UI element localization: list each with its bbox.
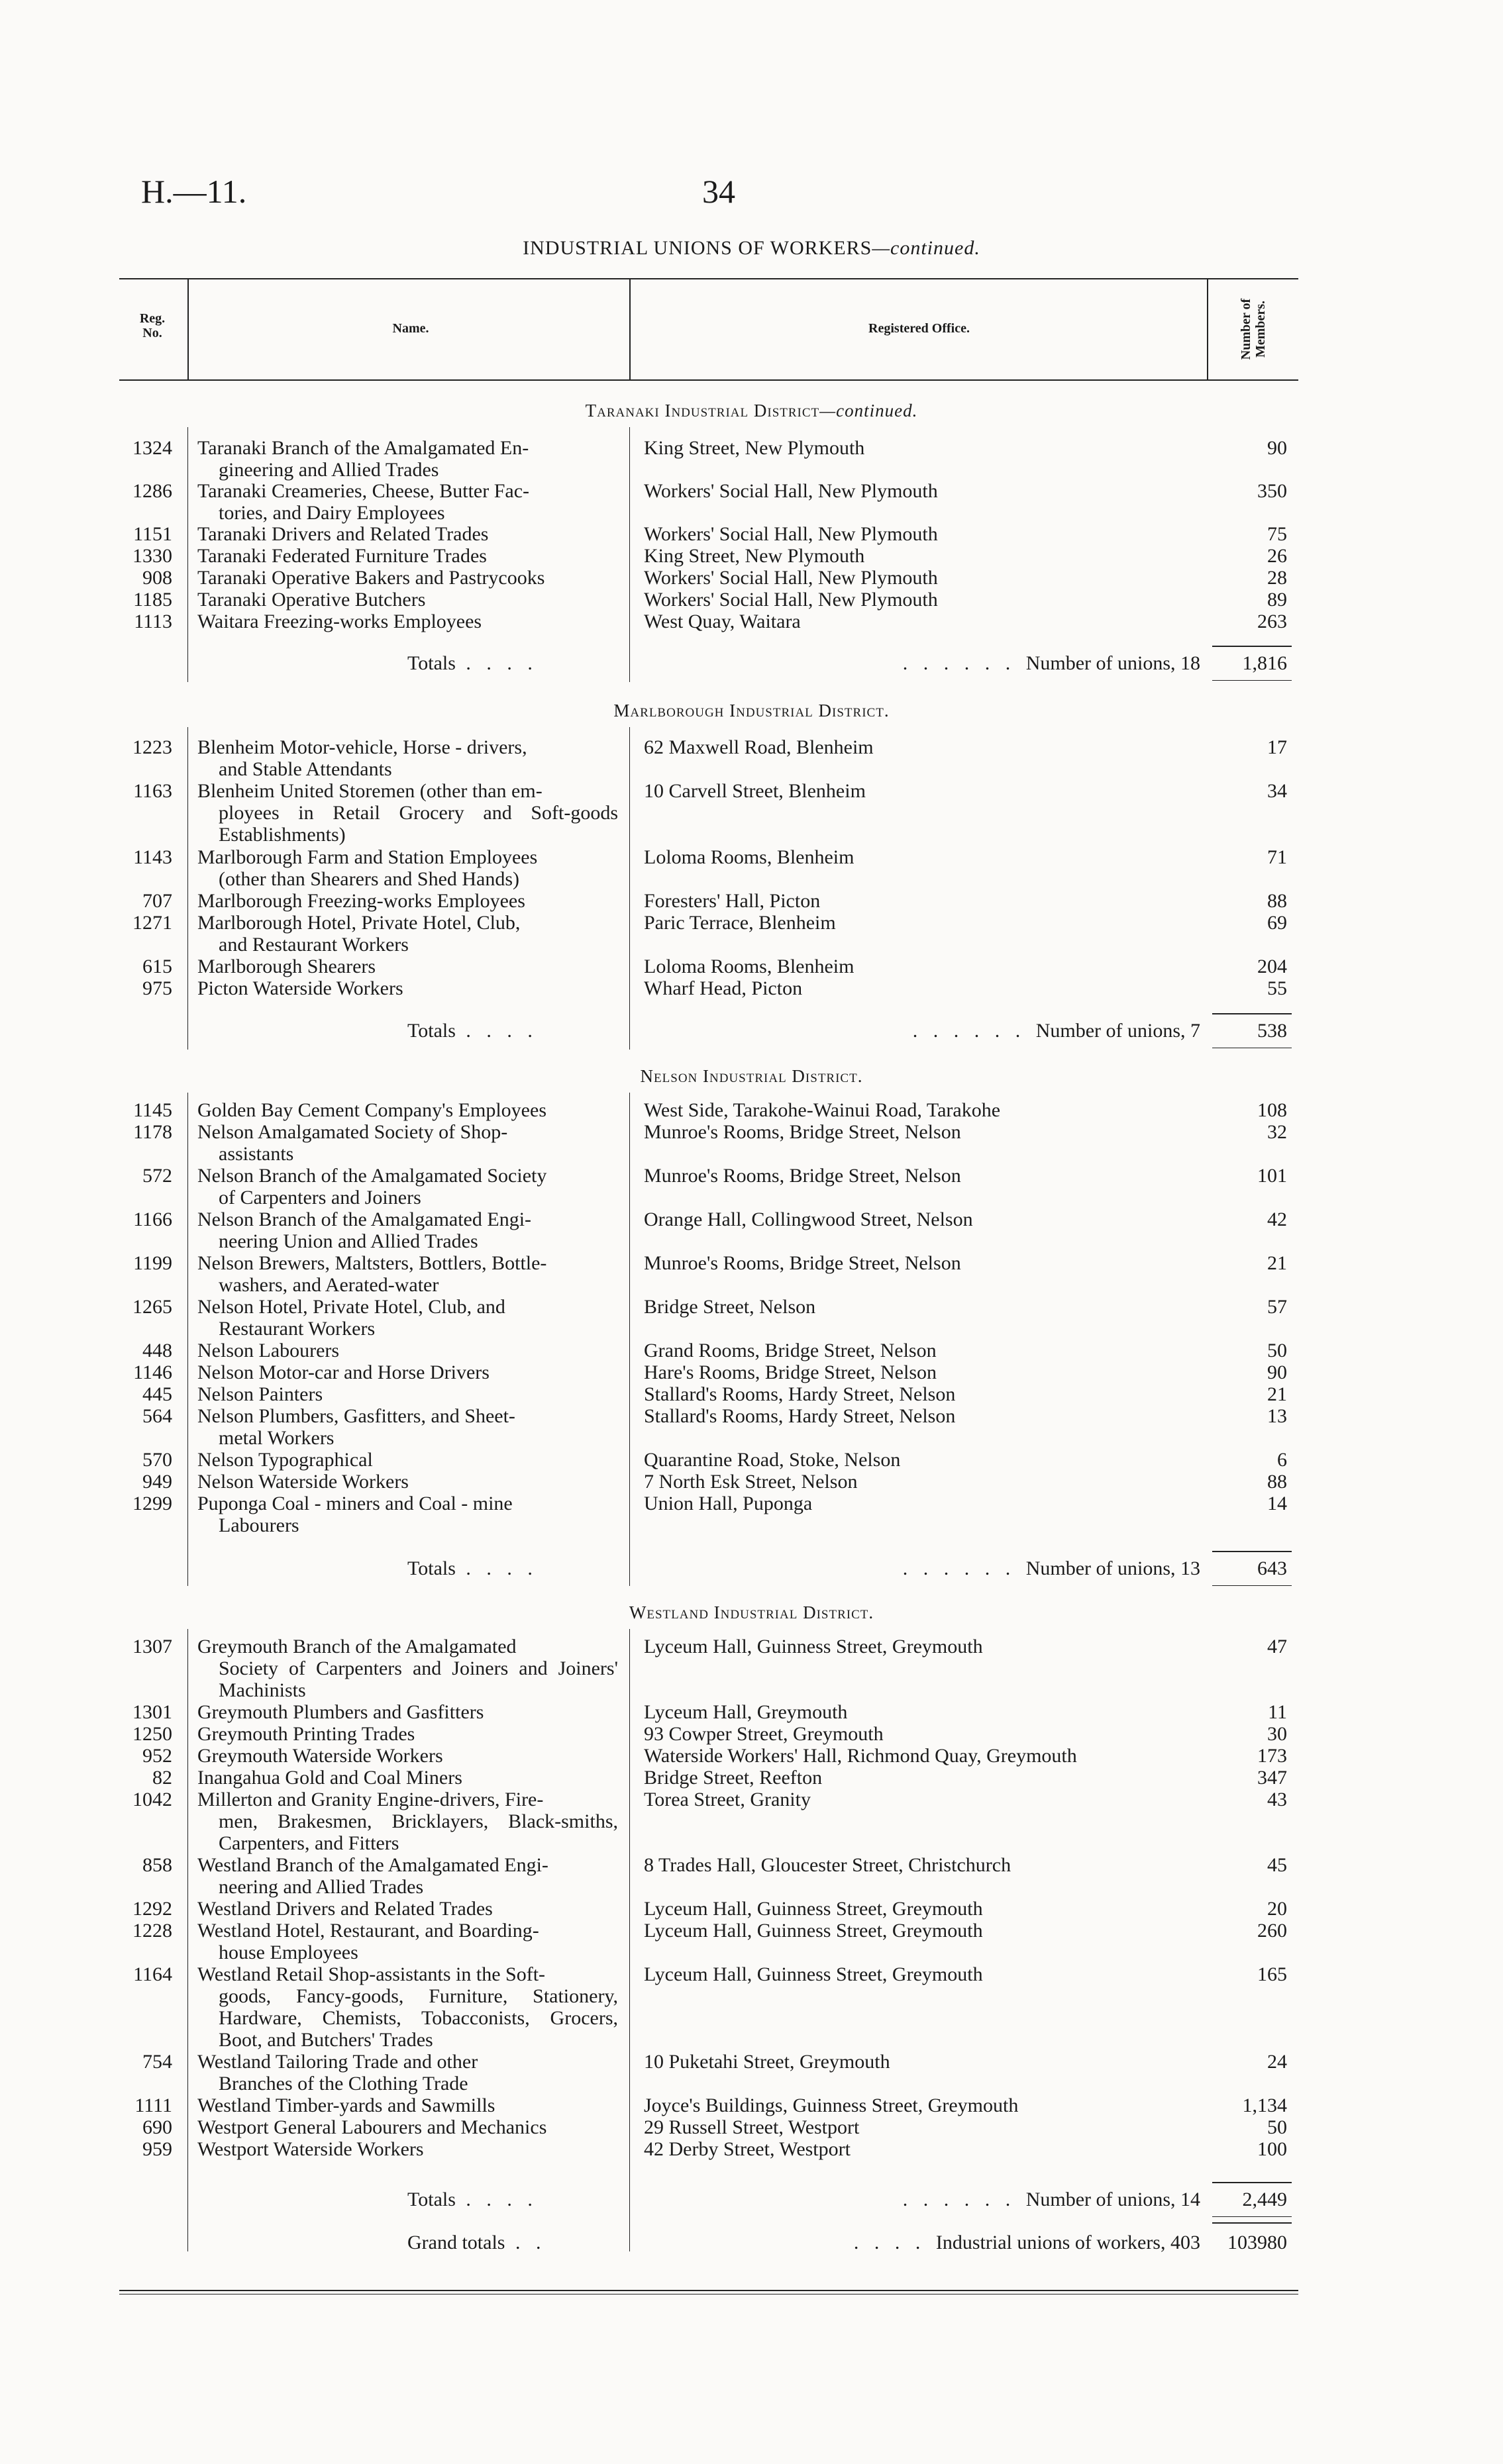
union-name: [197, 1121, 618, 1165]
union-name-continuation: neering and Allied Trades: [219, 1876, 424, 1898]
registered-office: West Quay, Waitara: [644, 611, 801, 632]
totals-members: 643: [1257, 1557, 1287, 1579]
union-name-line: Marlborough Farm and Station Employees: [197, 846, 538, 868]
union-name: [197, 1252, 618, 1296]
reg-number: 1185: [133, 589, 172, 611]
union-name-line: Nelson Painters: [197, 1383, 323, 1405]
member-count: 101: [1257, 1165, 1287, 1187]
member-count: 1,134: [1242, 2094, 1287, 2116]
union-name: [197, 545, 618, 567]
member-count: 55: [1267, 977, 1287, 999]
union-name-line: Waitara Freezing-works Employees: [197, 611, 482, 632]
union-name: [197, 2051, 618, 2094]
union-name: [197, 2116, 618, 2138]
grand-totals-unions: . . . . Industrial unions of workers, 403: [853, 2232, 1200, 2253]
reg-number: 1151: [133, 523, 172, 545]
registered-office: 10 Puketahi Street, Greymouth: [644, 2051, 890, 2073]
union-name-line: Marlborough Freezing-works Employees: [197, 890, 525, 912]
member-count: 71: [1267, 846, 1287, 868]
registered-office: Workers' Social Hall, New Plymouth: [644, 567, 938, 589]
totals-label-text: Totals: [407, 1557, 456, 1579]
member-count: 13: [1267, 1405, 1287, 1427]
union-name-line: Nelson Brewers, Maltsters, Bottlers, Bottle-: [197, 1252, 547, 1274]
section-title-text: Taranaki Industrial District: [585, 401, 820, 420]
section-title: [0, 1066, 1503, 1087]
reg-number: 908: [142, 567, 172, 589]
union-name-line: Westport Waterside Workers: [197, 2138, 424, 2160]
union-name-line: Marlborough Hotel, Private Hotel, Club,: [197, 912, 521, 934]
section-title: [0, 1602, 1503, 1623]
registered-office: Workers' Social Hall, New Plymouth: [644, 523, 938, 545]
reg-number: 949: [142, 1471, 172, 1493]
union-name-continuation: ployees in Retail Grocery and Soft-goods Establishments): [219, 802, 618, 846]
union-name-line: Nelson Branch of the Amalgamated Society: [197, 1165, 547, 1187]
registered-office: 29 Russell Street, Westport: [644, 2116, 860, 2138]
reg-number: 1271: [132, 912, 172, 934]
registered-office: Bridge Street, Reefton: [644, 1767, 823, 1789]
section-bottom-rule: [1212, 2216, 1292, 2217]
union-name: [197, 611, 618, 632]
union-name-line: Millerton and Granity Engine-drivers, Fire-: [197, 1789, 544, 1810]
page-title-suffix: —continued.: [872, 237, 980, 259]
union-name-continuation: Branches of the Clothing Trade: [219, 2073, 468, 2094]
reg-number: 445: [142, 1383, 172, 1405]
union-name: [197, 2094, 618, 2116]
grand-totals-rule-top: [1212, 2222, 1292, 2224]
registered-office: Stallard's Rooms, Hardy Street, Nelson: [644, 1383, 956, 1405]
member-count: 57: [1267, 1296, 1287, 1318]
registered-office: Wharf Head, Picton: [644, 977, 803, 999]
union-name-continuation: Society of Carpenters and Joiners and Joiners' Machinists: [219, 1657, 618, 1701]
registered-office: Munroe's Rooms, Bridge Street, Nelson: [644, 1252, 961, 1274]
member-count: 11: [1268, 1701, 1287, 1723]
totals-label: Totals . . . .: [407, 1020, 538, 1042]
reg-number: 1111: [134, 2094, 172, 2116]
reg-number: 1178: [133, 1121, 172, 1143]
reg-number: 1223: [132, 736, 172, 758]
section-title: [0, 401, 1503, 421]
reg-number: 1324: [132, 437, 172, 459]
totals-rule: [1212, 1551, 1292, 1552]
union-name: [197, 1208, 618, 1252]
union-name-continuation: gineering and Allied Trades: [219, 459, 439, 481]
reg-number: 707: [142, 890, 172, 912]
union-name: [197, 912, 618, 956]
union-name: [197, 567, 618, 589]
totals-members: 538: [1257, 1020, 1287, 1042]
member-count: 24: [1267, 2051, 1287, 2073]
registered-office: Joyce's Buildings, Guinness Street, Greymouth: [644, 2094, 1019, 2116]
totals-label-text: Totals: [407, 2189, 456, 2210]
union-name-line: Nelson Branch of the Amalgamated Engi-: [197, 1208, 532, 1230]
union-name-line: Taranaki Creameries, Cheese, Butter Fac-: [197, 480, 530, 502]
reg-number: 1330: [132, 545, 172, 567]
grand-totals-label-text: Grand totals: [407, 2232, 505, 2253]
union-name: [197, 1723, 618, 1745]
section-bottom-rule: [1212, 680, 1292, 681]
registered-office: Loloma Rooms, Blenheim: [644, 956, 855, 977]
col-header-reg-line1: Reg.: [139, 311, 166, 326]
registered-office: King Street, New Plymouth: [644, 545, 865, 567]
section-title-text: Marlborough Industrial District.: [613, 701, 890, 720]
union-name-line: Blenheim Motor-vehicle, Horse - drivers,: [197, 736, 527, 758]
section-col-rule: [629, 1093, 630, 1586]
section-title: [0, 701, 1503, 721]
union-name-line: Nelson Labourers: [197, 1340, 340, 1361]
reg-number: 82: [152, 1767, 172, 1789]
reg-number: 1250: [132, 1723, 172, 1745]
union-name-line: Nelson Waterside Workers: [197, 1471, 409, 1493]
union-name-line: Westland Hotel, Restaurant, and Boarding-: [197, 1920, 539, 1942]
col-rule-2: [629, 278, 631, 381]
totals-label-text: Totals: [407, 1020, 456, 1042]
registered-office: Paric Terrace, Blenheim: [644, 912, 836, 934]
header-top-rule: [119, 278, 1298, 279]
union-name: [197, 1789, 618, 1854]
member-count: 165: [1257, 1963, 1287, 1985]
union-name: [197, 1493, 618, 1536]
member-count: 32: [1267, 1121, 1287, 1143]
reg-number: 959: [142, 2138, 172, 2160]
union-name-continuation: metal Workers: [219, 1427, 335, 1449]
union-name: [197, 1340, 618, 1361]
member-count: 260: [1257, 1920, 1287, 1942]
union-name-continuation: house Employees: [219, 1942, 358, 1963]
totals-members: 1,816: [1242, 652, 1287, 674]
reg-number: 754: [142, 2051, 172, 2073]
grand-totals-unions-text: Industrial unions of workers, 403: [935, 2232, 1200, 2253]
union-name: [197, 1898, 618, 1920]
member-count: 21: [1267, 1252, 1287, 1274]
registered-office: Munroe's Rooms, Bridge Street, Nelson: [644, 1165, 961, 1187]
col-rule-1: [187, 278, 189, 381]
reg-number: 858: [142, 1854, 172, 1876]
union-name-line: Taranaki Drivers and Related Trades: [197, 523, 489, 545]
registered-office: 93 Cowper Street, Greymouth: [644, 1723, 884, 1745]
section-col-rule: [629, 427, 630, 682]
reg-number: 1286: [132, 480, 172, 502]
registered-office: 8 Trades Hall, Gloucester Street, Christchurch: [644, 1854, 1011, 1876]
registered-office: Lyceum Hall, Greymouth: [644, 1701, 848, 1723]
col-header-members-line1: Number of: [1239, 298, 1253, 360]
totals-unions-text: Number of unions, 14: [1025, 2189, 1200, 2210]
page-title: [0, 237, 1503, 260]
union-name: [197, 437, 618, 481]
union-name-line: Greymouth Plumbers and Gasfitters: [197, 1701, 484, 1723]
reg-number: 1301: [132, 1701, 172, 1723]
union-name-line: Marlborough Shearers: [197, 956, 376, 977]
member-count: 89: [1267, 589, 1287, 611]
reg-number: 1163: [133, 780, 172, 802]
totals-label: Totals . . . .: [407, 2189, 538, 2210]
union-name-line: Picton Waterside Workers: [197, 977, 403, 999]
registered-office: King Street, New Plymouth: [644, 437, 865, 459]
member-count: 347: [1257, 1767, 1287, 1789]
reg-number: 1265: [132, 1296, 172, 1318]
reg-number: 570: [142, 1449, 172, 1471]
reg-number: 1228: [132, 1920, 172, 1942]
union-name-continuation: and Restaurant Workers: [219, 934, 409, 956]
union-name: [197, 846, 618, 890]
member-count: 20: [1267, 1898, 1287, 1920]
union-name: [197, 1296, 618, 1340]
union-name-continuation: goods, Fancy-goods, Furniture, Stationery, Hardware, Chemists, Tobacconists, Grocers, Boot, and Butchers' Trades: [219, 1985, 618, 2051]
member-count: 88: [1267, 1471, 1287, 1493]
reg-number: 564: [142, 1405, 172, 1427]
member-count: 21: [1267, 1383, 1287, 1405]
union-name: [197, 589, 618, 611]
union-name-continuation: men, Brakesmen, Bricklayers, Black-smiths, Carpenters, and Fitters: [219, 1810, 618, 1854]
union-name: [197, 1449, 618, 1471]
member-count: 69: [1267, 912, 1287, 934]
registered-office: Munroe's Rooms, Bridge Street, Nelson: [644, 1121, 961, 1143]
union-name: [197, 977, 618, 999]
section-bottom-rule: [1212, 1585, 1292, 1586]
member-count: 6: [1277, 1449, 1287, 1471]
union-name-line: Greymouth Printing Trades: [197, 1723, 415, 1745]
col-header-name: Name.: [392, 321, 429, 336]
union-name-line: Westport General Labourers and Mechanics: [197, 2116, 547, 2138]
union-name-continuation: Labourers: [219, 1514, 299, 1536]
totals-label: Totals . . . .: [407, 1557, 538, 1579]
union-name: [197, 1471, 618, 1493]
member-count: 90: [1267, 1361, 1287, 1383]
section-col-rule: [187, 727, 188, 1050]
union-name: [197, 1767, 618, 1789]
registered-office: Lyceum Hall, Guinness Street, Greymouth: [644, 1920, 983, 1942]
member-count: 42: [1267, 1208, 1287, 1230]
union-name-line: Taranaki Federated Furniture Trades: [197, 545, 487, 567]
union-name-line: Golden Bay Cement Company's Employees: [197, 1099, 546, 1121]
reg-number: 572: [142, 1165, 172, 1187]
section-col-rule: [187, 427, 188, 682]
member-count: 50: [1267, 2116, 1287, 2138]
union-name-line: Nelson Hotel, Private Hotel, Club, and: [197, 1296, 505, 1318]
union-name-line: Nelson Typographical: [197, 1449, 373, 1471]
reg-number: 952: [142, 1745, 172, 1767]
registered-office: Lyceum Hall, Guinness Street, Greymouth: [644, 1898, 983, 1920]
union-name-line: Nelson Motor-car and Horse Drivers: [197, 1361, 490, 1383]
member-count: 45: [1267, 1854, 1287, 1876]
totals-label-text: Totals: [407, 652, 456, 674]
union-name-line: Nelson Amalgamated Society of Shop-: [197, 1121, 508, 1143]
union-name: [197, 2138, 618, 2160]
union-name: [197, 736, 618, 780]
registered-office: Lyceum Hall, Guinness Street, Greymouth: [644, 1636, 983, 1657]
union-name-line: Blenheim United Storemen (other than em-: [197, 780, 543, 802]
reg-number: 1042: [132, 1789, 172, 1810]
member-count: 14: [1267, 1493, 1287, 1514]
union-name: [197, 1099, 618, 1121]
member-count: 28: [1267, 567, 1287, 589]
totals-rule: [1212, 2182, 1292, 2183]
union-name: [197, 1165, 618, 1208]
member-count: 34: [1267, 780, 1287, 802]
union-name: [197, 1701, 618, 1723]
registered-office: Lyceum Hall, Guinness Street, Greymouth: [644, 1963, 983, 1985]
reg-number: 1199: [133, 1252, 172, 1274]
union-name-continuation: assistants: [219, 1143, 294, 1165]
union-name-line: Puponga Coal - miners and Coal - mine: [197, 1493, 513, 1514]
member-count: 75: [1267, 523, 1287, 545]
registered-office: Union Hall, Puponga: [644, 1493, 813, 1514]
section-col-rule: [629, 727, 630, 1050]
member-count: 17: [1267, 736, 1287, 758]
union-name: [197, 890, 618, 912]
registered-office: 10 Carvell Street, Blenheim: [644, 780, 866, 802]
reg-number: 1143: [133, 846, 172, 868]
totals-rule: [1212, 646, 1292, 647]
union-name-continuation: neering Union and Allied Trades: [219, 1230, 478, 1252]
member-count: 350: [1257, 480, 1287, 502]
union-name-line: Westland Retail Shop-assistants in the Soft-: [197, 1963, 546, 1985]
union-name-line: Taranaki Operative Bakers and Pastrycooks: [197, 567, 545, 589]
registered-office: Hare's Rooms, Bridge Street, Nelson: [644, 1361, 937, 1383]
totals-label: Totals . . . .: [407, 652, 538, 674]
registered-office: 7 North Esk Street, Nelson: [644, 1471, 858, 1493]
header-bottom-rule: [119, 379, 1298, 381]
member-count: 30: [1267, 1723, 1287, 1745]
registered-office: West Side, Tarakohe-Wainui Road, Tarakohe: [644, 1099, 1001, 1121]
union-name: [197, 1636, 618, 1701]
registered-office: 42 Derby Street, Westport: [644, 2138, 851, 2160]
union-name-continuation: of Carpenters and Joiners: [219, 1187, 421, 1208]
member-count: 173: [1257, 1745, 1287, 1767]
totals-unions: . . . . . . Number of unions, 7: [912, 1020, 1200, 1042]
union-name: [197, 1854, 618, 1898]
member-count: 90: [1267, 437, 1287, 459]
page-number: 34: [702, 173, 735, 210]
totals-unions-text: Number of unions, 18: [1025, 652, 1200, 674]
reg-number: 1292: [132, 1898, 172, 1920]
section-col-rule: [187, 1629, 188, 2251]
section-col-rule: [187, 1093, 188, 1586]
union-name-continuation: and Stable Attendants: [219, 758, 392, 780]
grand-totals-members: 103980: [1227, 2232, 1287, 2253]
registered-office: Stallard's Rooms, Hardy Street, Nelson: [644, 1405, 956, 1427]
totals-unions: . . . . . . Number of unions, 13: [902, 1557, 1200, 1579]
section-title-suffix: —continued.: [819, 401, 918, 420]
union-name: [197, 480, 618, 524]
union-name: [197, 523, 618, 545]
reg-number: 448: [142, 1340, 172, 1361]
union-name-line: Inangahua Gold and Coal Miners: [197, 1767, 462, 1789]
totals-unions-text: Number of unions, 13: [1025, 1557, 1200, 1579]
union-name-line: Taranaki Operative Butchers: [197, 589, 426, 611]
union-name: [197, 956, 618, 977]
totals-rule: [1212, 1013, 1292, 1014]
totals-unions: . . . . . . Number of unions, 14: [902, 2189, 1200, 2210]
grand-totals-label: Grand totals . .: [407, 2232, 546, 2253]
union-name: [197, 1920, 618, 1963]
totals-unions-text: Number of unions, 7: [1035, 1020, 1200, 1042]
member-count: 204: [1257, 956, 1287, 977]
union-name-line: Greymouth Waterside Workers: [197, 1745, 443, 1767]
union-name-continuation: (other than Shearers and Shed Hands): [219, 868, 520, 890]
union-name-continuation: tories, and Dairy Employees: [219, 502, 445, 524]
reg-number: 1299: [132, 1493, 172, 1514]
member-count: 263: [1257, 611, 1287, 632]
reg-number: 1113: [134, 611, 172, 632]
col-header-office: Registered Office.: [868, 321, 970, 336]
reg-number: 1146: [133, 1361, 172, 1383]
member-count: 88: [1267, 890, 1287, 912]
registered-office: 62 Maxwell Road, Blenheim: [644, 736, 874, 758]
reg-number: 1145: [133, 1099, 172, 1121]
registered-office: Waterside Workers' Hall, Richmond Quay, Greymouth: [644, 1745, 1077, 1767]
member-count: 100: [1257, 2138, 1287, 2160]
union-name: [197, 1361, 618, 1383]
totals-members: 2,449: [1242, 2189, 1287, 2210]
grand-totals-rule-bottom: [119, 2290, 1298, 2291]
union-name: [197, 1745, 618, 1767]
col-header-reg: [126, 311, 179, 340]
reg-number: 1164: [133, 1963, 172, 1985]
union-name: [197, 1963, 618, 2051]
registered-office: Workers' Social Hall, New Plymouth: [644, 589, 938, 611]
section-title-text: Westland Industrial District.: [629, 1602, 874, 1622]
reg-number: 1307: [132, 1636, 172, 1657]
union-name: [197, 1383, 618, 1405]
member-count: 50: [1267, 1340, 1287, 1361]
union-name-line: Westland Drivers and Related Trades: [197, 1898, 493, 1920]
registered-office: Loloma Rooms, Blenheim: [644, 846, 855, 868]
union-name: [197, 780, 618, 846]
registered-office: Quarantine Road, Stoke, Nelson: [644, 1449, 901, 1471]
reg-number: 690: [142, 2116, 172, 2138]
union-name-line: Greymouth Branch of the Amalgamated: [197, 1636, 517, 1657]
union-name-line: Taranaki Branch of the Amalgamated En-: [197, 437, 529, 459]
reg-number: 615: [142, 956, 172, 977]
registered-office: Torea Street, Granity: [644, 1789, 811, 1810]
member-count: 26: [1267, 545, 1287, 567]
member-count: 47: [1267, 1636, 1287, 1657]
reg-number: 1166: [133, 1208, 172, 1230]
reg-number: 975: [142, 977, 172, 999]
registered-office: Grand Rooms, Bridge Street, Nelson: [644, 1340, 937, 1361]
member-count: 108: [1257, 1099, 1287, 1121]
page-title-text: INDUSTRIAL UNIONS OF WORKERS: [523, 237, 872, 259]
union-name-line: Westland Tailoring Trade and other: [197, 2051, 478, 2073]
report-reference: H.—11.: [141, 173, 247, 210]
union-name-line: Nelson Plumbers, Gasfitters, and Sheet-: [197, 1405, 515, 1427]
union-name-line: Westland Timber-yards and Sawmills: [197, 2094, 495, 2116]
union-name: [197, 1405, 618, 1449]
union-name-line: Westland Branch of the Amalgamated Engi-: [197, 1854, 548, 1876]
totals-unions: . . . . . . Number of unions, 18: [902, 652, 1200, 674]
col-header-reg-line2: No.: [142, 326, 162, 340]
col-rule-3: [1207, 278, 1208, 381]
registered-office: Foresters' Hall, Picton: [644, 890, 821, 912]
col-header-members: [1239, 283, 1268, 375]
col-header-members-line2: Members.: [1253, 300, 1268, 358]
registered-office: Orange Hall, Collingwood Street, Nelson: [644, 1208, 973, 1230]
union-name-continuation: washers, and Aerated-water: [219, 1274, 439, 1296]
section-col-rule: [629, 1629, 630, 2251]
registered-office: Bridge Street, Nelson: [644, 1296, 816, 1318]
union-name-continuation: Restaurant Workers: [219, 1318, 376, 1340]
member-count: 43: [1267, 1789, 1287, 1810]
section-title-text: Nelson Industrial District.: [640, 1066, 863, 1086]
registered-office: Workers' Social Hall, New Plymouth: [644, 480, 938, 502]
